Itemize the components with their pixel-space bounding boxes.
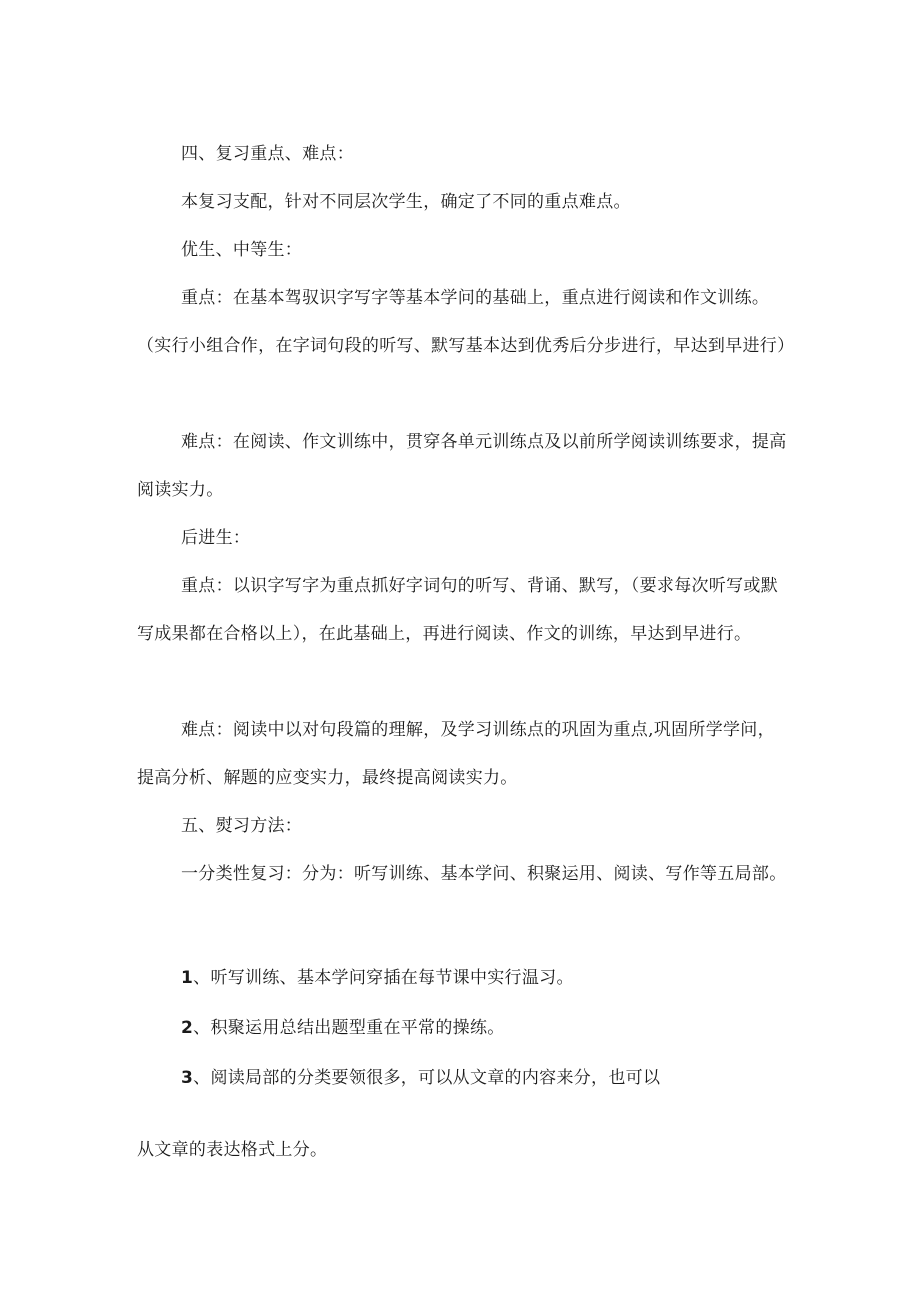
list-item [137,1054,787,1102]
list-item-number: 3 [181,1068,194,1088]
group-label-good-students: 优生、中等生： [181,240,303,260]
good-students-key-points: 重点：在基本驾驭识字写字等基本学问的基础上，重点进行阅读和作文训练。（实行小组合作，在字词句段的听写、默写基本达到优秀后分步进行，早达到早进行） [137,288,795,356]
list-item-text: 、阅读局部的分类要领很多，可以从文章的内容来分，也可以 [193,1068,661,1088]
list-item [137,1004,787,1052]
section-heading-four: 四、复习重点、难点： [181,144,354,164]
weak-students-key-points: 重点：以识字写字为重点抓好字词句的听写、背诵、默写，（要求每次听写或默写成果都在合格以上），在此基础上，再进行阅读、作文的训练，早达到早进行。 [137,576,778,644]
list-item-number: 1 [181,968,194,988]
weak-students-difficult-points: 难点：阅读中以对句段篇的理解，及学习训练点的巩固为重点,巩固所学学问，提高分析、解题的应变实力，最终提高阅读实力。 [137,720,775,788]
group-label-weak-students: 后进生： [181,528,251,548]
list-item-text: 、听写训练、基本学问穿插在每节课中实行温习。 [193,968,574,988]
list-item [137,954,787,1002]
list-item-text: 、积聚运用总结出题型重在平常的操练。 [193,1018,505,1038]
list-item-number: 2 [181,1018,194,1038]
method-intro-paragraph: 一分类性复习：分为：听写训练、基本学问、积聚运用、阅读、写作等五局部。 [181,864,787,884]
intro-paragraph: 本复习支配，针对不同层次学生，确定了不同的重点难点。 [181,192,631,212]
good-students-difficult-points: 难点：在阅读、作文训练中，贯穿各单元训练点及以前所学阅读训练要求，提高阅读实力。 [137,432,787,500]
section-heading-five: 五、熨习方法： [181,816,303,836]
continuation-line: 从文章的表达格式上分。 [137,1140,328,1160]
